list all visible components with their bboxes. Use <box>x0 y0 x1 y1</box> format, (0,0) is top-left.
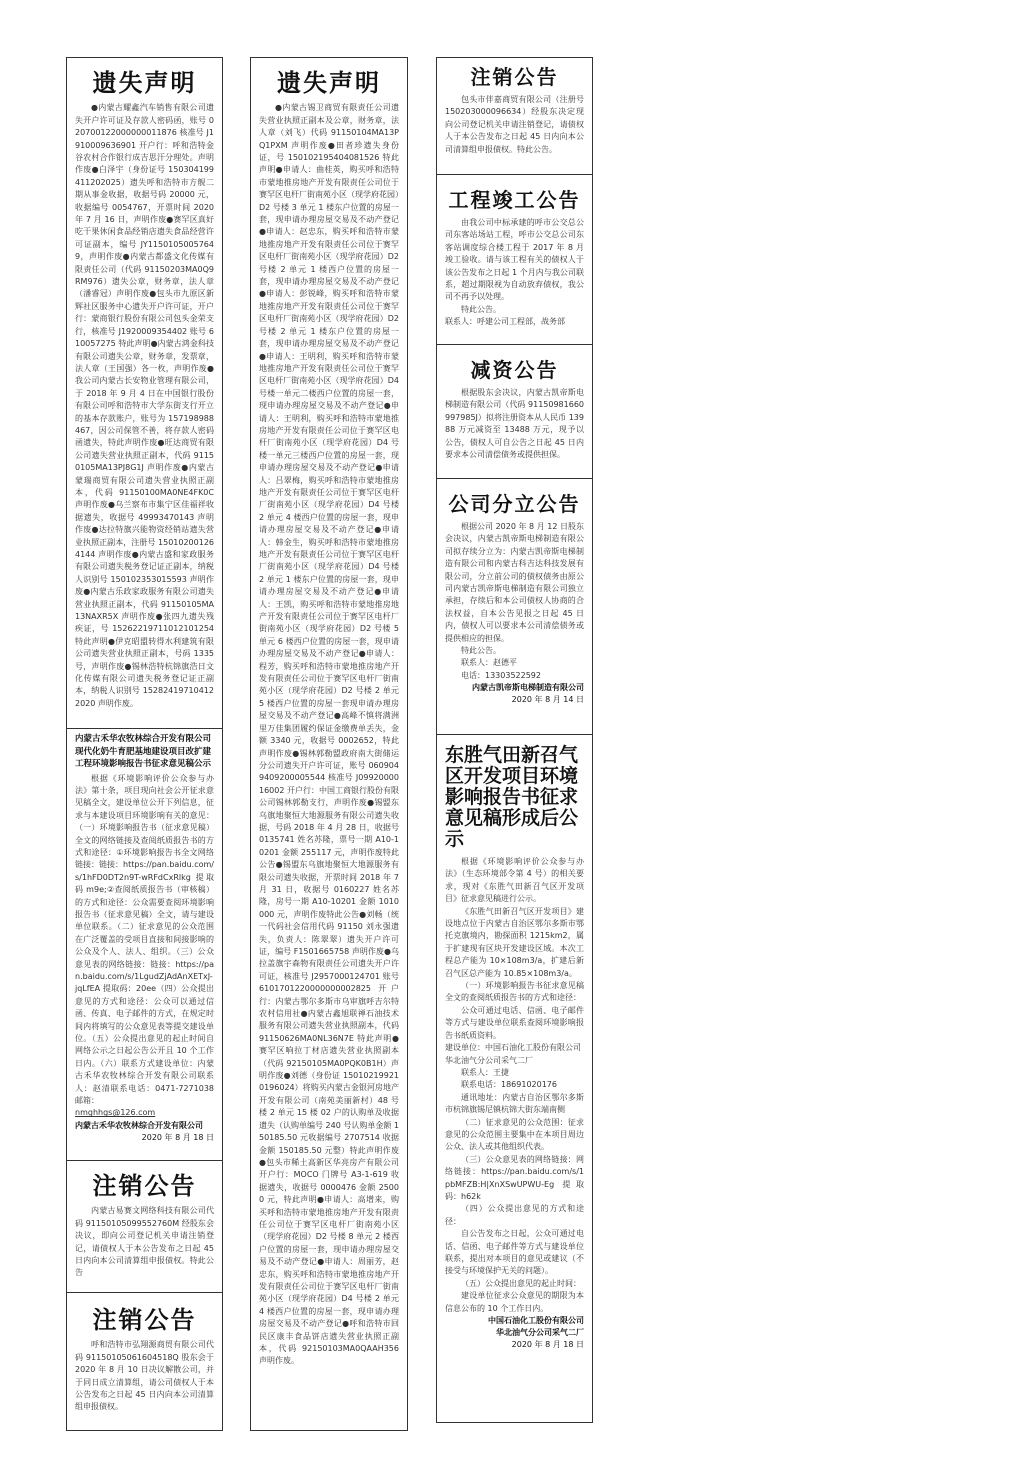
notice-paragraph: （一）环境影响报告书征求意见稿全文的查阅纸质报告书的方式和途径： <box>445 981 584 1003</box>
notice-closing: 特此公告。 <box>461 646 501 656</box>
notice-date: 2020 年 8 月 14 日 <box>511 695 584 705</box>
contact-name: 联系人：赵德平 <box>461 658 517 668</box>
notice-date: 2020 年 8 月 18 日 <box>141 1132 214 1142</box>
notice-title: 减资公告 <box>470 358 559 382</box>
notice-line: 联系人：王捷 <box>461 1067 509 1077</box>
notice-title: 遗失声明 <box>92 68 197 97</box>
notice-body: 根据股东会决议，内蒙古凯帝斯电梯制造有限公司（代码 91150981660997985J）拟将注册资本从人民币 13988 万元减资至 13488 万元，现予以公告，债权人可自公告之日起 45 日内要求本公司清偿债务或提供担保。 <box>445 388 584 460</box>
notice-paragraph: 根据《环境影响评价公众参与办法》（生态环境部令第 4 号）的相关要求，现对《东胜气田新召气区开发项目》征求意见稿进行公示。 <box>445 857 584 904</box>
notice-body: 根据《环境影响评价公众参与办法》第十条，项目现向社会公开征求意见稿全文，建设单位公开下列信息，征求与本建设项目环境影响有关的意见：（一）环境影响报告书（征求意见稿）全文的网络链接及查阅纸质报告书的方式和途径：①环境影响报告书全文网络链接：链接：https://pan.baidu.com/s/1hFD0DT2n9T-wRFdCxRlkg 提取码 m9e;②查阅纸质报告书（审核稿）的方式和途径：公众需要查阅环境影响报告书（征求意见稿）全文，请与建设单位联系。（二）征求意见的公众范围在广泛覆盖的受项目直接和间接影响的公众及个人、法人、组织。（三）公众意见表的网络链接：链接：https://pan.baidu.com/s/1LgudZjAdAnXETxJ-jqLfEA 提取码：20ee（四）公众提出意见的方式和途径：公众可以通过信函、传真、电子邮件的方式，在规定时间内将填写的公众意见表等提交建设单位。（五）公众提出意见的起止时间自网络公示之日起公告公开且 10 个工作日内。（六）联系方式建设单位：内蒙古禾华农牧林综合开发有限公司联系人：赵清联系电话：0471-7271038 邮箱： <box>75 773 214 1106</box>
notice-title: 工程竣工公告 <box>448 188 581 212</box>
notice-deregistration-3 <box>436 57 593 175</box>
notice-line: 建设单位：中国石油化工股份有限公司华北油气分公司采气二厂 <box>445 1043 581 1065</box>
notice-gasfield-eia <box>436 735 593 1423</box>
column-middle <box>250 57 408 1431</box>
notice-title: 注销公告 <box>92 1305 197 1334</box>
notice-date: 2020 年 8 月 18 日 <box>511 1340 584 1350</box>
contact-phone: 电话：13303522592 <box>461 670 541 680</box>
notice-body: ●内蒙古耀鑫汽车销售有限公司遗失开户许可证及存款人密码函，账号 020700122000000011876 核准号 J1910009636901 开户行：呼和浩特金谷农村合作银行成吉思汗分理处。声明作废●白泽宇（身份证号 150304199411202025）遗失呼和浩特市方舰二期从事金收据，收据号码 20000 元，收据编号 0054767，开票时间 2020 年 7 月 16 日，声明作废●赛罕区真好吃干果休闲食品经销店遗失食品经营许可证副本，编号 JY11501050057649，声明作废●内蒙古都盛文化传媒有限责任公司（代码 91150203MA0Q9RM976）遗失公章，财务章，法人章（潘睿冠）声明作废●包头市九原区新辉社区服务中心遗失开户许可证，开户行：蒙商银行股份有限公司包头金荣支行，核准号 J1920009354402 账号 610057275 特此声明●内蒙古鸿金科技有限公司遗失公章，财务章，发票章，法人章（王国强）各一枚，声明作废●我公司内蒙古长安物业管理有限公司，于 2018 年 9 月 4 日在中国银行股份有限公司呼和浩特市大学东街支行开立的基本存款账户，账号为 157198988467，因公司保管不善，将存款人密码函遗失，特此声明作废●旺达商贸有限公司遗失营业执照正副本，代码 91150105MA13PJ8G1J 声明作废●内蒙古蒙瑞商贸有限公司遗失营业执照正副本，代码 91150100MA0NE4FK0C 声明作废●乌兰察布市集宁区佳福祥收据遗失，收据号 49993470143 声明作废●达拉特旗兴能物资经销站遗失营业执照正副本，注册号 150102001264144 声明作废●内蒙古盛和家政服务有限公司遗失税务登记证正副本，纳税人识别号 150102353015593 声明作废●内蒙古乐政家政服务有限公司遗失营业执照正副本，代码 91150105MA13NAXR5X 声明作废●张四九遗失残疾证，号 15262219711012101254 特此声明●伊克昭盟转得水利建筑有限公司遗失营业执照正副本，号码 1335 号，声明作废●锡林浩特杭锦旗浩日文化传媒有限公司遗失税务登记证正副本，纳税人识别号 15282419710412 2020 声明作废。 <box>75 103 214 708</box>
notice-signature: 内蒙古凯帝斯电梯制造有限公司 <box>472 683 584 693</box>
notice-paragraph: （二）征求意见的公众范围：征求意见的公众范围主要集中在本项目周边公众、法人或其他组织代表。 <box>445 1117 584 1152</box>
notice-title: 公司分立公告 <box>448 492 581 516</box>
notice-paragraph: 建设单位征求公众意见的期限为本信息公布的 10 个工作日内。 <box>445 1291 584 1313</box>
notice-closing: 特此公告。 <box>461 304 501 314</box>
notice-signature: 内蒙古禾华农牧林综合开发有限公司 <box>75 1120 203 1130</box>
notice-deregistration-2 <box>66 1293 223 1431</box>
notice-paragraph: （三）公众意见表的网络链接：网络链接：https://pan.baidu.com/s/1pbMFZB:H|XnXSwUPWU-Eg 提取码：h62k <box>445 1154 584 1201</box>
notice-paragraph: 通讯地址：内蒙古自治区鄂尔多斯市杭锦旗锡尼镇杭锦大街东端南侧 <box>445 1092 584 1115</box>
notice-body: 内蒙古易赛文网络科技有限公司代码 91150105099552760M 经股东会决议，即向公司登记机关申请注销登记，请债权人于本公告发布之日起 45 日内向本公司清算组申报债权。特此公告 <box>75 1206 214 1278</box>
notice-body: 呼和浩特市弘翔源商贸有限公司代码 91150105061604518Q 股东会于 2020 年 8 月 10 日决议解散公司，并于同日成立清算组，请公司债权人于本公告发布之日起 45 日内向本公司清算组申报债权。 <box>75 1340 214 1412</box>
notice-body: 包头市伴嘉商贸有限公司（注册号 150203000096634）经股东决定现向公司登记机关申请注销登记，请债权人于本公告发布之日起 45 日内向本公司清算组申报债权。特此公告。 <box>445 95 584 154</box>
column-left <box>66 57 223 1431</box>
notice-lost-declaration-2 <box>250 57 408 1431</box>
notice-body: ●内蒙古锡卫商贸有限责任公司遗失营业执照正副本及公章，财务章，法人章（刘飞）代码 91150104MA13PQ1PXM 声明作废●田者珍遗失身份证，号 150102195404081526 特此声明●申请人：曲桂英，购买呼和浩特市蒙地推房地产开发有限责任公司位于赛罕区电杆厂街南苑小区（现学府花园）D2 号楼 3 单元 1 楼东户位置的房屋一套，现申请办理房屋交易及不动产登记●申请人：赵忠东，购买呼和浩特市蒙地推房地产开发有限责任公司位于赛罕区电杆厂街南苑小区（现学府花园）D2 号楼 2 单元 1 楼西户位置的房屋一套，现申请办理房屋交易及不动产登记●申请人：彭锐峰，购买呼和浩特市蒙地推房地产开发有限责任公司位于赛罕区电杆厂街南苑小区（现学府花园）D2 号楼 2 单元 1 楼东户位置的房屋一套，现申请办理房屋交易及不动产登记●申请人：王明利，购买呼和浩特市蒙地推房地产开发有限责任公司位于赛罕区电杆厂街南苑小区（现学府花园）D4 号楼一单元二楼西户位置的房屋一套，现申请办理房屋交易及不动产登记●申请人：王明利，购买呼和浩特市蒙地推房地产开发有限责任公司位于赛罕区电杆厂街南苑小区（现学府花园）D4 号楼一单元三楼西户位置的房屋一套，现申请办理房屋交易及不动产登记●申请人：吕翠梅，购买呼和浩特市蒙地推房地产开发有限责任公司位于赛罕区电杆厂街南苑小区（现学府花园）D4 号楼 2 单元 4 楼西户位置的房屋一套，现申请办理房屋交易及不动产登记●申请人：韩金生，购买呼和浩特市蒙地推房地产开发有限责任公司位于赛罕区电杆厂街南苑小区（现学府花园）D4 号楼 2 单元 1 楼东户位置的房屋一套，现申请办理房屋交易及不动产登记●申请人：王凯，购买呼和浩特市蒙地推房地产开发有限责任公司位于赛罕区电杆厂街南苑小区（现学府花园）D2 号楼 5 单元 6 楼西户位置的房屋一套，现申请办理房屋交易及不动产登记●申请人：程芳，购买呼和浩特市蒙地推房地产开发有限责任公司位于赛罕区电杆厂街南苑小区（现学府花园）D2 号楼 2 单元 5 楼西户位置的房屋一套现申请办理房屋交易及不动产登记●高峰不慎将满洲里万佳集团履约保证金缴费单丢失，金额 3340 元，收据号 0002652，特此声明作废●锡林郭勒盟政府南大街储运分公司遗失开户许可证，账号 0609049409200005544 核准号 J0992000016002 开户行：中国工商银行股份有限公司锡林郭勒支行，声明作废●锡盟东乌旗地聚恒大地源服务有限公司遗失收据，号码 2018 年 4 月 28 日，收据号 0135741 姓名苏隆，票号一期 A10-10201 金额 255117 元，声明作废特此公告●锡盟东乌旗地聚恒大地源服务有限公司遗失收据，开票时间 2018 年 7 月 31 日，收据号 0160227 姓名苏隆，房号一期 A10-10201 金额 1010000 元，声明作废特此公告●刘畅（统一代码社会信用代码 91150 刘永强遗失，负责人：陈翠翠）遗失开户许可证，编号 F1501665758 声明作废●乌拉盖旗宇森物有限责任公司遗失开户许可证，核准号 J2957000124701 账号 6101701220000000002825 开户行：内蒙古鄂尔多斯市乌审旗呼吉尔特农村信用社●内蒙古鑫旭联禅石油技术服务有限公司遗失营业执照副本，代码 91150626MA0NL36N7E 特此声明●赛罕区响拉丁材店遗失营业执照副本（代码 92150105MA0PQK0B1H）声明作废●刘德（身份证 150102199210196024）将购买内蒙古金银河房地产开发有限公司（南苑美丽新村）48 号楼 2 单元 15 楼 02 户的认购单及收据遗失（认购单编号 240 号认购单金额 150185.50 元收据编号 2707514 收据金额 150185.50 元整）特此声明作废●包头市稀土高新区华亮房产有限公司开户行：MOCO 门牌号 A3-1-619 收据遗失，收据号 0000476 金额 25000 元，特此声明●申请人：高增来，购买呼和浩特市蒙地推房地产开发有限责任公司位于赛罕区电杆厂街南苑小区（现学府花园）D2 号楼 8 单元 2 楼西户位置的房屋一套，现申请办理房屋交易及不动产登记●申请人：周丽芳，赵忠东，购买呼和浩特市蒙地推房地产开发有限责任公司位于赛罕区电杆厂街南苑小区（现学府花园）D4 号楼 2 单元 4 楼西户位置的房屋一套，现申请办理房屋交易及不动产登记●呼和浩特市回民区康丰食品饼店遗失营业执照正副本，代码 92150103MA0QAAH356 声明作废。 <box>259 103 399 1366</box>
notice-capital-reduction <box>436 345 593 479</box>
notice-title: 注销公告 <box>470 65 559 89</box>
notice-title: 东胜气田新召气区开发项目环境影响报告书征求意见稿形成后公示 <box>445 744 579 850</box>
notice-lost-declaration-1 <box>66 57 223 729</box>
notice-company-division <box>436 479 593 735</box>
column-right <box>436 57 593 1423</box>
notice-paragraph: （四）公众提出意见的方式和途径： <box>445 1204 584 1226</box>
notice-deregistration-1 <box>66 1161 223 1293</box>
notice-paragraph: 公众可通过电话、信函、电子邮件等方式与建设单位联系查阅环境影响报告书纸质资料。 <box>445 1005 584 1040</box>
notice-title: 注销公告 <box>92 1171 197 1200</box>
notice-line: 联系电话：18691020176 <box>461 1080 557 1090</box>
notice-paragraph: 《东胜气田新召气区开发项目》建设地点位于内蒙古自治区鄂尔多斯市鄂托克旗境内，勘探面积 1215km2，属于扩建现有区块开发建设区域。本次工程总产能为 10×108m3/a，扩建后新召气区总产能为 10.85×108m3/a。 <box>445 906 584 978</box>
notice-paragraph: （五）公众提出意见的起止时间： <box>461 1278 581 1288</box>
notice-paragraph: 自公告发布之日起，公众可通过电话、信函、电子邮件等方式与建设单位联系，提出对本项目的意见或建议（不接受与环境保护无关的问题）。 <box>445 1229 584 1276</box>
notice-header: 内蒙古禾华农牧林综合开发有限公司现代化奶牛育肥基地建设项目改扩建工程环境影响报告书征求意见稿公示 <box>75 734 212 769</box>
notice-body: 由我公司中标承建的呼市公交总公司东客站场站工程，呼市公交总公司东客站调度综合楼工程于 2017 年 8 月竣工验收。请与该工程有关的债权人于该公告发布之日起 1 个月内与我公司联系，超过期限视为自动放弃债权，我公司不再予以处理。 <box>445 218 584 302</box>
notice-project-completion <box>436 175 593 345</box>
notice-eia-public-comment <box>66 729 223 1161</box>
notice-body: 根据公司 2020 年 8 月 12 日股东会决议，内蒙古凯帝斯电梯制造有限公司拟存续分立为：内蒙古凯帝斯电梯制造有限公司和内蒙古科吉达科技发展有限公司，分立前公司的债权债务由原公司内蒙古凯帝斯电梯制造有限公司独立承担，存续后和本公司债权人协商的合法权益，自本公告见报之日起 45 日内，债权人可以要求本公司清偿债务或提供相应的担保。 <box>445 522 584 643</box>
notice-title: 遗失声明 <box>277 68 381 97</box>
notice-signature: 华北油气分公司采气二厂 <box>496 1328 584 1338</box>
notice-signature: 中国石油化工股份有限公司 <box>488 1316 584 1326</box>
notice-contact: 联系人：呼建公司工程部，战务部 <box>445 317 565 327</box>
contact-email: nmghhgs@126.com <box>75 1108 156 1118</box>
